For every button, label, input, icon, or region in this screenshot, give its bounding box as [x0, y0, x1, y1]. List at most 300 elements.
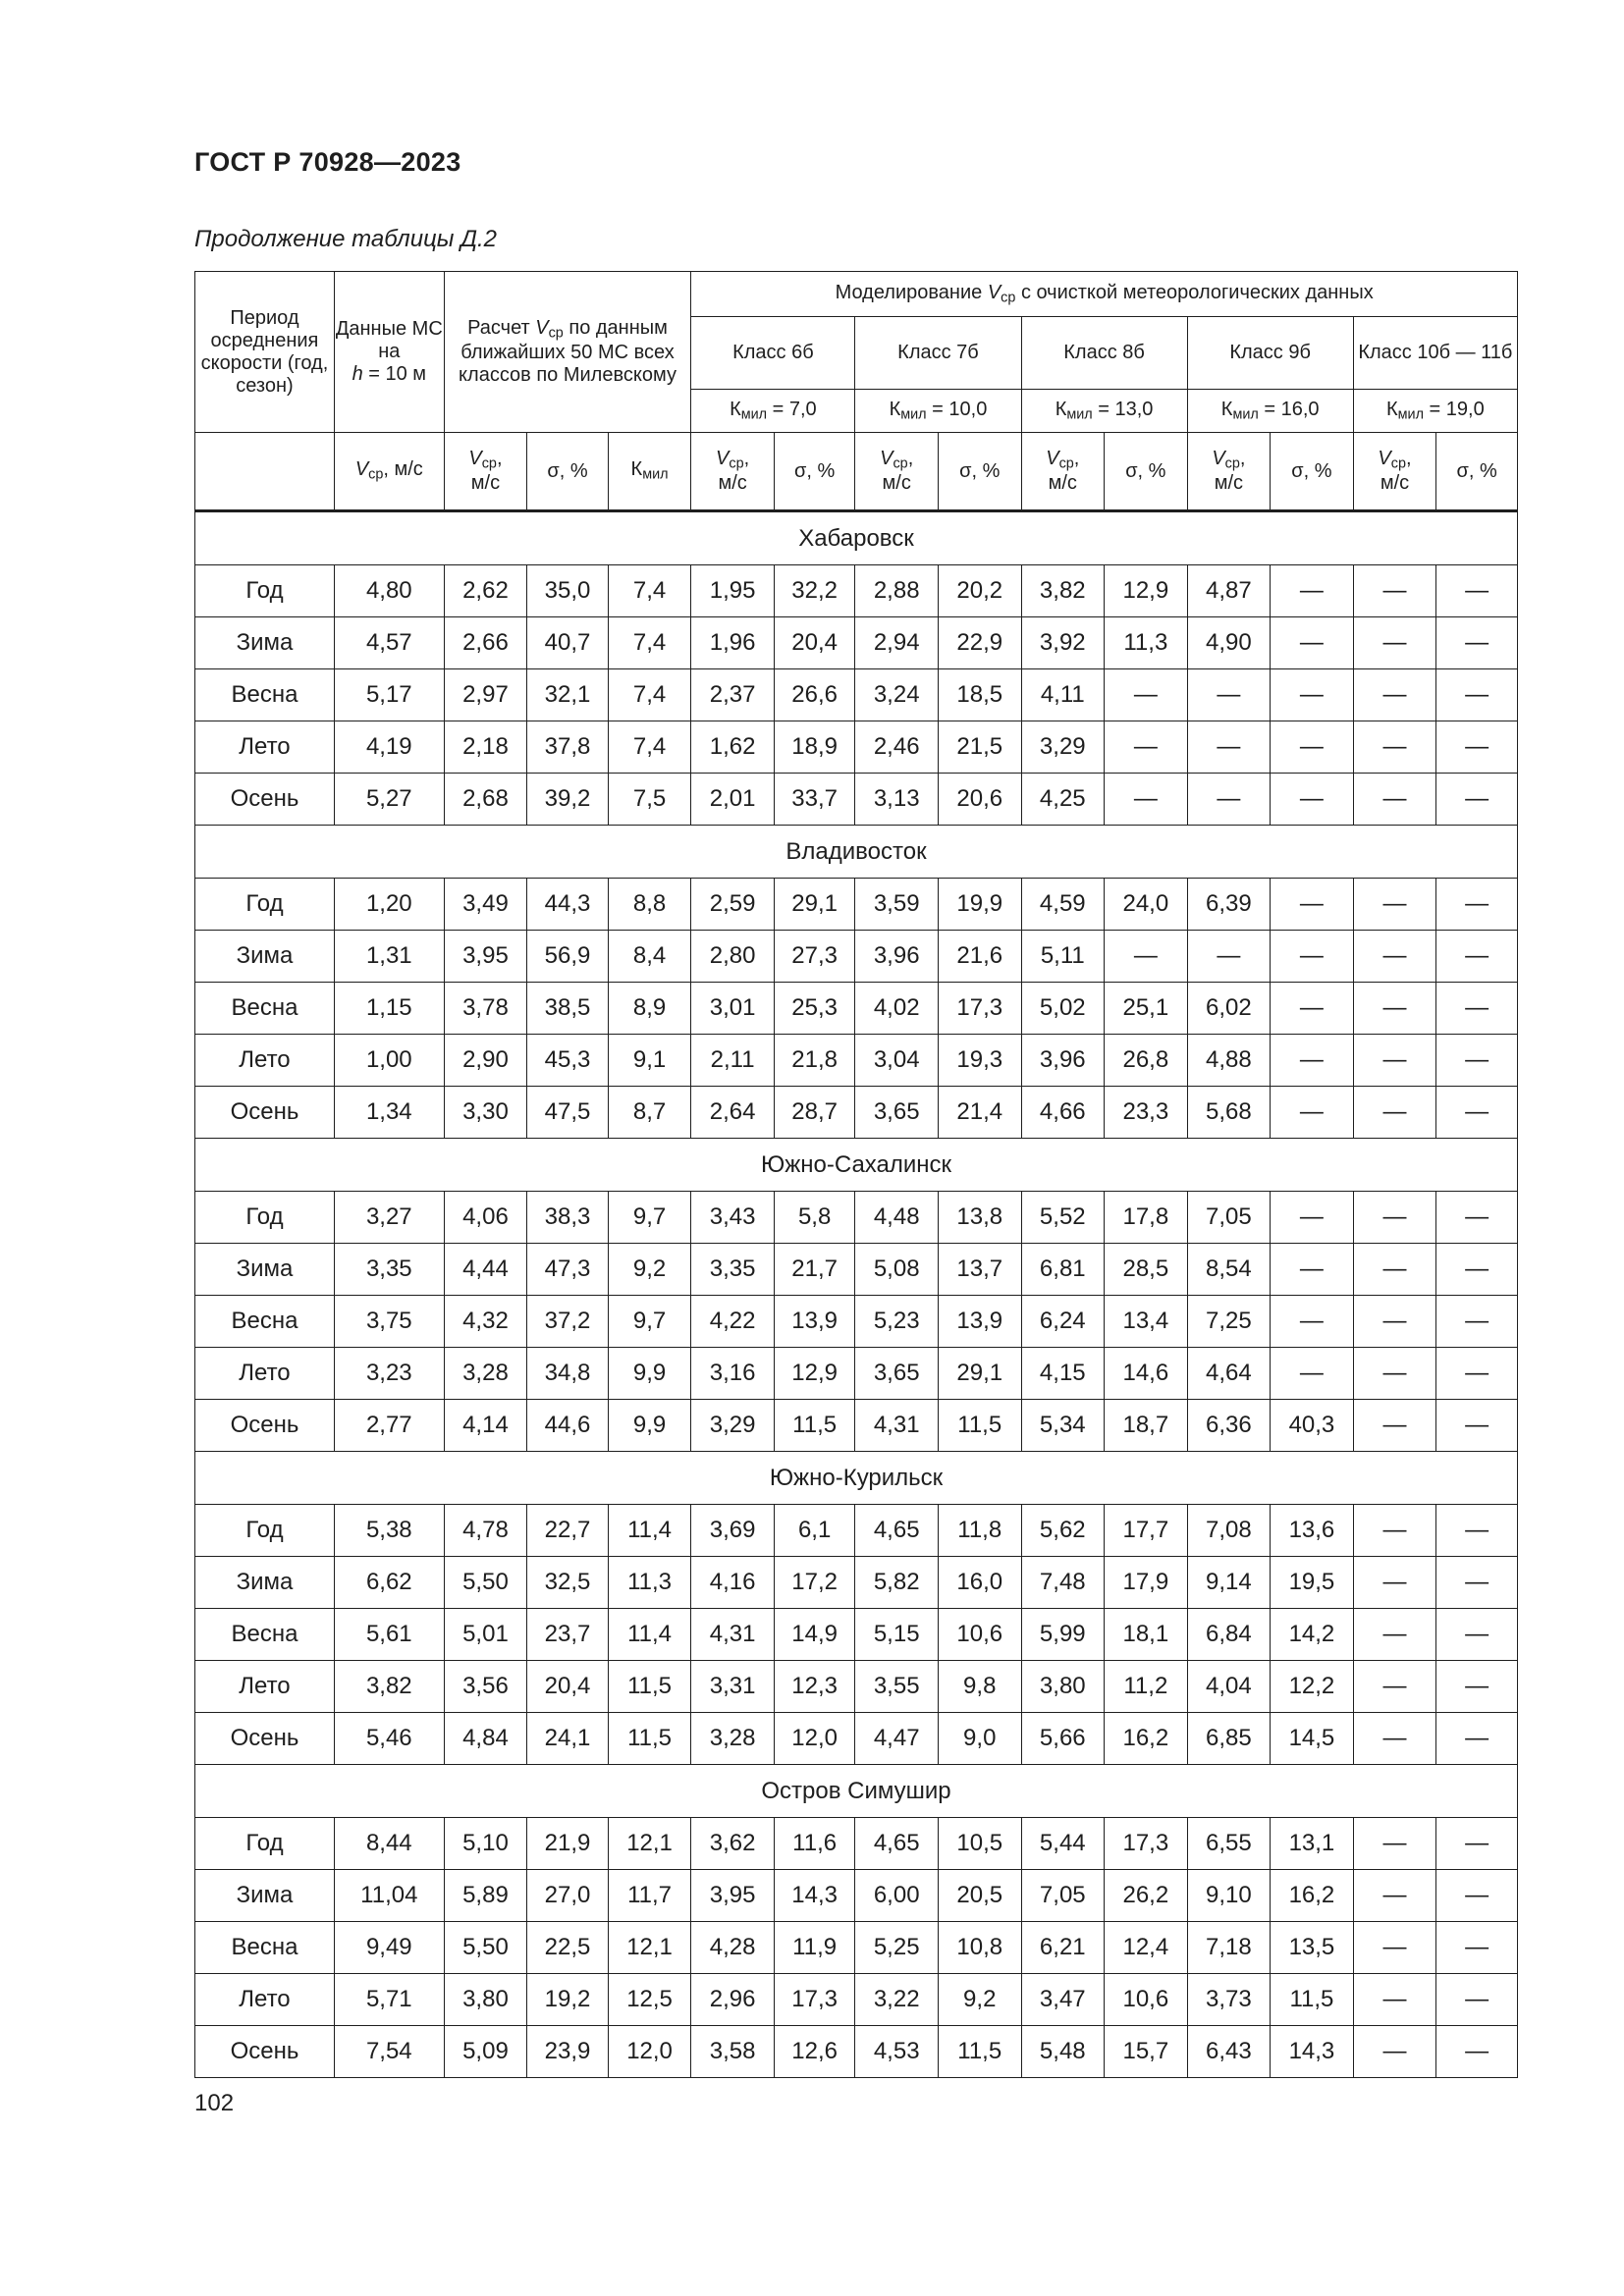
- value-cell: 9,7: [608, 1192, 691, 1244]
- value-cell: 18,5: [938, 669, 1021, 721]
- value-cell: 24,0: [1105, 879, 1188, 931]
- period-cell: Год: [195, 1505, 335, 1557]
- value-cell: 44,3: [527, 879, 609, 931]
- value-cell: —: [1353, 1713, 1436, 1765]
- value-cell: 4,04: [1187, 1661, 1271, 1713]
- table-row: [195, 1192, 1518, 1244]
- value-cell: 13,8: [938, 1192, 1021, 1244]
- value-cell: —: [1436, 931, 1518, 983]
- value-cell: 56,9: [527, 931, 609, 983]
- value-cell: 3,96: [855, 931, 939, 983]
- value-cell: 1,00: [334, 1035, 444, 1087]
- value-cell: 29,1: [774, 879, 855, 931]
- value-cell: 18,9: [774, 721, 855, 774]
- value-cell: 40,7: [527, 617, 609, 669]
- units-row: [195, 433, 1518, 511]
- value-cell: 3,24: [855, 669, 939, 721]
- value-cell: 3,78: [444, 983, 527, 1035]
- value-cell: 2,66: [444, 617, 527, 669]
- value-cell: 21,4: [938, 1087, 1021, 1139]
- value-cell: 33,7: [774, 774, 855, 826]
- value-cell: —: [1436, 1609, 1518, 1661]
- value-cell: 27,3: [774, 931, 855, 983]
- value-cell: 4,59: [1021, 879, 1105, 931]
- header-kmil-6: $К_{мил} = 7,0$: [691, 390, 855, 433]
- table-row: [195, 1348, 1518, 1400]
- value-cell: 21,6: [938, 931, 1021, 983]
- value-cell: —: [1436, 879, 1518, 931]
- value-cell: —: [1436, 669, 1518, 721]
- value-cell: 5,15: [855, 1609, 939, 1661]
- value-cell: 21,8: [774, 1035, 855, 1087]
- value-cell: —: [1271, 669, 1354, 721]
- value-cell: 17,3: [938, 983, 1021, 1035]
- value-cell: 4,65: [855, 1818, 939, 1870]
- value-cell: 5,10: [444, 1818, 527, 1870]
- header-class-8: Класс 8б: [1021, 317, 1187, 390]
- value-cell: 4,87: [1187, 565, 1271, 617]
- value-cell: 11,6: [774, 1818, 855, 1870]
- value-cell: 13,4: [1105, 1296, 1188, 1348]
- value-cell: 16,2: [1271, 1870, 1354, 1922]
- value-cell: 3,13: [855, 774, 939, 826]
- value-cell: 9,8: [938, 1661, 1021, 1713]
- value-cell: —: [1187, 669, 1271, 721]
- value-cell: 3,56: [444, 1661, 527, 1713]
- value-cell: 23,7: [527, 1609, 609, 1661]
- value-cell: 2,77: [334, 1400, 444, 1452]
- header-ms-data: Данные МС на h = 10 м: [334, 272, 444, 433]
- value-cell: —: [1353, 1922, 1436, 1974]
- city-name: Хабаровск: [195, 511, 1518, 565]
- value-cell: 12,6: [774, 2026, 855, 2078]
- city-name: Остров Симушир: [195, 1765, 1518, 1818]
- value-cell: 4,25: [1021, 774, 1105, 826]
- value-cell: 9,10: [1187, 1870, 1271, 1922]
- value-cell: 3,65: [855, 1087, 939, 1139]
- value-cell: 15,7: [1105, 2026, 1188, 2078]
- value-cell: 10,6: [1105, 1974, 1188, 2026]
- value-cell: —: [1353, 774, 1436, 826]
- value-cell: —: [1105, 931, 1188, 983]
- period-cell: Зима: [195, 1870, 335, 1922]
- value-cell: —: [1436, 1713, 1518, 1765]
- value-cell: —: [1353, 1244, 1436, 1296]
- value-cell: —: [1353, 1557, 1436, 1609]
- value-cell: 20,6: [938, 774, 1021, 826]
- value-cell: 16,0: [938, 1557, 1021, 1609]
- value-cell: 2,37: [691, 669, 775, 721]
- value-cell: —: [1271, 1087, 1354, 1139]
- table-row: [195, 1244, 1518, 1296]
- table-row: [195, 1035, 1518, 1087]
- value-cell: —: [1353, 983, 1436, 1035]
- value-cell: 2,97: [444, 669, 527, 721]
- value-cell: 3,28: [444, 1348, 527, 1400]
- table-row: [195, 983, 1518, 1035]
- value-cell: 7,25: [1187, 1296, 1271, 1348]
- value-cell: 4,28: [691, 1922, 775, 1974]
- value-cell: 16,2: [1105, 1713, 1188, 1765]
- value-cell: —: [1436, 1922, 1518, 1974]
- value-cell: 4,48: [855, 1192, 939, 1244]
- value-cell: 11,4: [608, 1505, 691, 1557]
- value-cell: —: [1271, 565, 1354, 617]
- value-cell: 4,19: [334, 721, 444, 774]
- period-cell: Лето: [195, 1974, 335, 2026]
- value-cell: 3,43: [691, 1192, 775, 1244]
- value-cell: —: [1436, 1400, 1518, 1452]
- value-cell: 12,1: [608, 1818, 691, 1870]
- value-cell: 37,8: [527, 721, 609, 774]
- value-cell: 4,22: [691, 1296, 775, 1348]
- header-modeling: Моделирование $V_{ср}$ с очисткой метеорологических данных: [691, 272, 1518, 317]
- value-cell: 17,3: [1105, 1818, 1188, 1870]
- value-cell: 3,29: [691, 1400, 775, 1452]
- table-row: [195, 1609, 1518, 1661]
- value-cell: 7,05: [1187, 1192, 1271, 1244]
- value-cell: 22,7: [527, 1505, 609, 1557]
- value-cell: 27,0: [527, 1870, 609, 1922]
- value-cell: 3,95: [691, 1870, 775, 1922]
- value-cell: 35,0: [527, 565, 609, 617]
- value-cell: 13,9: [774, 1296, 855, 1348]
- value-cell: —: [1271, 983, 1354, 1035]
- value-cell: 12,0: [774, 1713, 855, 1765]
- value-cell: 18,7: [1105, 1400, 1188, 1452]
- data-table: [194, 271, 1518, 2078]
- value-cell: 2,62: [444, 565, 527, 617]
- value-cell: —: [1436, 565, 1518, 617]
- value-cell: 4,66: [1021, 1087, 1105, 1139]
- value-cell: —: [1436, 1974, 1518, 2026]
- value-cell: 38,3: [527, 1192, 609, 1244]
- unit-sigma: σ, %: [527, 433, 609, 511]
- value-cell: 8,8: [608, 879, 691, 931]
- table-row: [195, 1087, 1518, 1139]
- value-cell: 19,9: [938, 879, 1021, 931]
- value-cell: 20,2: [938, 565, 1021, 617]
- value-cell: 45,3: [527, 1035, 609, 1087]
- value-cell: 7,4: [608, 565, 691, 617]
- table-row: [195, 879, 1518, 931]
- value-cell: 6,81: [1021, 1244, 1105, 1296]
- value-cell: 3,62: [691, 1818, 775, 1870]
- value-cell: 9,9: [608, 1348, 691, 1400]
- value-cell: 12,9: [1105, 565, 1188, 617]
- header-class-9: Класс 9б: [1187, 317, 1353, 390]
- value-cell: 5,34: [1021, 1400, 1105, 1452]
- value-cell: —: [1187, 774, 1271, 826]
- value-cell: 10,8: [938, 1922, 1021, 1974]
- value-cell: 3,04: [855, 1035, 939, 1087]
- value-cell: —: [1271, 1035, 1354, 1087]
- value-cell: 6,84: [1187, 1609, 1271, 1661]
- value-cell: —: [1271, 617, 1354, 669]
- value-cell: 5,01: [444, 1609, 527, 1661]
- value-cell: 11,5: [1271, 1974, 1354, 2026]
- period-cell: Год: [195, 879, 335, 931]
- value-cell: 11,5: [608, 1661, 691, 1713]
- period-cell: Весна: [195, 669, 335, 721]
- value-cell: —: [1436, 1035, 1518, 1087]
- value-cell: 2,64: [691, 1087, 775, 1139]
- value-cell: 11,4: [608, 1609, 691, 1661]
- value-cell: 24,1: [527, 1713, 609, 1765]
- value-cell: 6,43: [1187, 2026, 1271, 2078]
- value-cell: 44,6: [527, 1400, 609, 1452]
- value-cell: 4,15: [1021, 1348, 1105, 1400]
- value-cell: 3,75: [334, 1296, 444, 1348]
- table-row: [195, 1661, 1518, 1713]
- table-row: [195, 1818, 1518, 1870]
- value-cell: 4,53: [855, 2026, 939, 2078]
- value-cell: 5,17: [334, 669, 444, 721]
- value-cell: 3,65: [855, 1348, 939, 1400]
- value-cell: —: [1436, 1661, 1518, 1713]
- value-cell: 2,01: [691, 774, 775, 826]
- value-cell: 12,1: [608, 1922, 691, 1974]
- value-cell: 28,7: [774, 1087, 855, 1139]
- value-cell: 2,96: [691, 1974, 775, 2026]
- period-cell: Лето: [195, 1661, 335, 1713]
- value-cell: —: [1271, 1348, 1354, 1400]
- value-cell: 9,2: [938, 1974, 1021, 2026]
- value-cell: 7,08: [1187, 1505, 1271, 1557]
- value-cell: 7,4: [608, 617, 691, 669]
- value-cell: 22,5: [527, 1922, 609, 1974]
- value-cell: 28,5: [1105, 1244, 1188, 1296]
- value-cell: 14,2: [1271, 1609, 1354, 1661]
- unit-vcp: $V_{ср}$, м/с: [444, 433, 527, 511]
- value-cell: 3,16: [691, 1348, 775, 1400]
- value-cell: 6,00: [855, 1870, 939, 1922]
- value-cell: 7,54: [334, 2026, 444, 2078]
- period-cell: Весна: [195, 1296, 335, 1348]
- value-cell: 19,5: [1271, 1557, 1354, 1609]
- value-cell: 5,25: [855, 1922, 939, 1974]
- value-cell: —: [1353, 1870, 1436, 1922]
- value-cell: 47,3: [527, 1244, 609, 1296]
- value-cell: 4,57: [334, 617, 444, 669]
- value-cell: 3,82: [1021, 565, 1105, 617]
- unit-sigma: σ, %: [774, 433, 855, 511]
- value-cell: —: [1353, 1296, 1436, 1348]
- value-cell: 4,31: [855, 1400, 939, 1452]
- value-cell: 20,5: [938, 1870, 1021, 1922]
- city-row: [195, 1452, 1518, 1505]
- value-cell: —: [1271, 1296, 1354, 1348]
- value-cell: 5,11: [1021, 931, 1105, 983]
- value-cell: 3,80: [1021, 1661, 1105, 1713]
- table-row: [195, 1400, 1518, 1452]
- value-cell: 4,02: [855, 983, 939, 1035]
- value-cell: 3,80: [444, 1974, 527, 2026]
- header-kmil-9: $К_{мил} = 16,0$: [1187, 390, 1353, 433]
- value-cell: 3,35: [334, 1244, 444, 1296]
- value-cell: 10,6: [938, 1609, 1021, 1661]
- value-cell: 26,8: [1105, 1035, 1188, 1087]
- value-cell: 12,0: [608, 2026, 691, 2078]
- value-cell: 3,49: [444, 879, 527, 931]
- city-name: Южно-Сахалинск: [195, 1139, 1518, 1192]
- value-cell: 14,3: [774, 1870, 855, 1922]
- value-cell: 25,1: [1105, 983, 1188, 1035]
- value-cell: 47,5: [527, 1087, 609, 1139]
- value-cell: 6,1: [774, 1505, 855, 1557]
- value-cell: 4,16: [691, 1557, 775, 1609]
- value-cell: 12,2: [1271, 1661, 1354, 1713]
- table-row: [195, 1974, 1518, 2026]
- value-cell: 5,09: [444, 2026, 527, 2078]
- value-cell: 13,9: [938, 1296, 1021, 1348]
- value-cell: 5,38: [334, 1505, 444, 1557]
- value-cell: 6,36: [1187, 1400, 1271, 1452]
- city-row: [195, 1139, 1518, 1192]
- value-cell: —: [1353, 1609, 1436, 1661]
- value-cell: 17,3: [774, 1974, 855, 2026]
- value-cell: 9,0: [938, 1713, 1021, 1765]
- value-cell: 40,3: [1271, 1400, 1354, 1452]
- value-cell: 5,99: [1021, 1609, 1105, 1661]
- value-cell: 2,68: [444, 774, 527, 826]
- value-cell: 21,7: [774, 1244, 855, 1296]
- value-cell: 10,5: [938, 1818, 1021, 1870]
- value-cell: 11,04: [334, 1870, 444, 1922]
- value-cell: 14,6: [1105, 1348, 1188, 1400]
- value-cell: 6,55: [1187, 1818, 1271, 1870]
- value-cell: 5,46: [334, 1713, 444, 1765]
- value-cell: 12,9: [774, 1348, 855, 1400]
- unit-vcp: $V_{ср}$, м/с: [1353, 433, 1436, 511]
- value-cell: 7,48: [1021, 1557, 1105, 1609]
- value-cell: 3,59: [855, 879, 939, 931]
- value-cell: 29,1: [938, 1348, 1021, 1400]
- table-row: [195, 1557, 1518, 1609]
- unit-sigma: σ, %: [938, 433, 1021, 511]
- value-cell: 5,08: [855, 1244, 939, 1296]
- value-cell: 17,2: [774, 1557, 855, 1609]
- value-cell: 5,66: [1021, 1713, 1105, 1765]
- value-cell: 13,1: [1271, 1818, 1354, 1870]
- unit-vcp: $V_{ср}$, м/с: [1021, 433, 1105, 511]
- value-cell: 11,9: [774, 1922, 855, 1974]
- city-row: [195, 511, 1518, 565]
- table-row: [195, 617, 1518, 669]
- value-cell: 4,84: [444, 1713, 527, 1765]
- value-cell: 4,31: [691, 1609, 775, 1661]
- value-cell: 6,39: [1187, 879, 1271, 931]
- value-cell: 21,5: [938, 721, 1021, 774]
- period-cell: Год: [195, 565, 335, 617]
- value-cell: —: [1436, 721, 1518, 774]
- value-cell: —: [1436, 1818, 1518, 1870]
- period-cell: Год: [195, 1818, 335, 1870]
- value-cell: 14,9: [774, 1609, 855, 1661]
- period-cell: Весна: [195, 983, 335, 1035]
- value-cell: 11,2: [1105, 1661, 1188, 1713]
- value-cell: 14,3: [1271, 2026, 1354, 2078]
- value-cell: 9,14: [1187, 1557, 1271, 1609]
- unit-vcp: $V_{ср}$, м/с: [855, 433, 939, 511]
- value-cell: —: [1187, 931, 1271, 983]
- city-row: [195, 826, 1518, 879]
- value-cell: 22,9: [938, 617, 1021, 669]
- value-cell: 26,2: [1105, 1870, 1188, 1922]
- period-cell: Осень: [195, 1713, 335, 1765]
- value-cell: 3,47: [1021, 1974, 1105, 2026]
- value-cell: —: [1353, 1974, 1436, 2026]
- value-cell: 5,44: [1021, 1818, 1105, 1870]
- value-cell: 5,62: [1021, 1505, 1105, 1557]
- header-period: Период осреднения скорости (год, сезон): [195, 272, 335, 433]
- value-cell: 1,15: [334, 983, 444, 1035]
- table-row: [195, 565, 1518, 617]
- value-cell: —: [1353, 1818, 1436, 1870]
- unit-kmil: $К_{мил}$: [608, 433, 691, 511]
- table-row: [195, 721, 1518, 774]
- value-cell: —: [1436, 1557, 1518, 1609]
- table-row: [195, 1713, 1518, 1765]
- table-caption: Продолжение таблицы Д.2: [194, 226, 498, 252]
- value-cell: 4,32: [444, 1296, 527, 1348]
- value-cell: —: [1436, 1296, 1518, 1348]
- value-cell: 5,02: [1021, 983, 1105, 1035]
- document-header: ГОСТ Р 70928—2023: [194, 147, 461, 177]
- value-cell: 6,62: [334, 1557, 444, 1609]
- value-cell: 8,9: [608, 983, 691, 1035]
- unit-vcp-ms: $V_{ср}$, м/с: [334, 433, 444, 511]
- table-row: [195, 774, 1518, 826]
- value-cell: —: [1105, 669, 1188, 721]
- table-head: [195, 272, 1518, 511]
- value-cell: 20,4: [527, 1661, 609, 1713]
- value-cell: 11,5: [774, 1400, 855, 1452]
- value-cell: 2,46: [855, 721, 939, 774]
- value-cell: 3,82: [334, 1661, 444, 1713]
- value-cell: —: [1353, 1087, 1436, 1139]
- value-cell: 6,21: [1021, 1922, 1105, 1974]
- value-cell: 9,7: [608, 1296, 691, 1348]
- value-cell: 11,7: [608, 1870, 691, 1922]
- value-cell: —: [1271, 774, 1354, 826]
- city-name: Владивосток: [195, 826, 1518, 879]
- value-cell: 3,29: [1021, 721, 1105, 774]
- city-row: [195, 1765, 1518, 1818]
- value-cell: —: [1353, 565, 1436, 617]
- value-cell: 12,4: [1105, 1922, 1188, 1974]
- value-cell: 19,2: [527, 1974, 609, 2026]
- value-cell: 2,18: [444, 721, 527, 774]
- value-cell: 2,11: [691, 1035, 775, 1087]
- period-cell: Зима: [195, 931, 335, 983]
- period-cell: Зима: [195, 617, 335, 669]
- value-cell: 11,5: [938, 1400, 1021, 1452]
- value-cell: —: [1353, 617, 1436, 669]
- value-cell: 3,31: [691, 1661, 775, 1713]
- period-cell: Весна: [195, 1609, 335, 1661]
- unit-sigma: σ, %: [1436, 433, 1518, 511]
- value-cell: 32,5: [527, 1557, 609, 1609]
- value-cell: 7,05: [1021, 1870, 1105, 1922]
- value-cell: 9,2: [608, 1244, 691, 1296]
- value-cell: —: [1271, 721, 1354, 774]
- table-row: [195, 669, 1518, 721]
- value-cell: 5,61: [334, 1609, 444, 1661]
- value-cell: 38,5: [527, 983, 609, 1035]
- value-cell: 3,69: [691, 1505, 775, 1557]
- value-cell: 9,49: [334, 1922, 444, 1974]
